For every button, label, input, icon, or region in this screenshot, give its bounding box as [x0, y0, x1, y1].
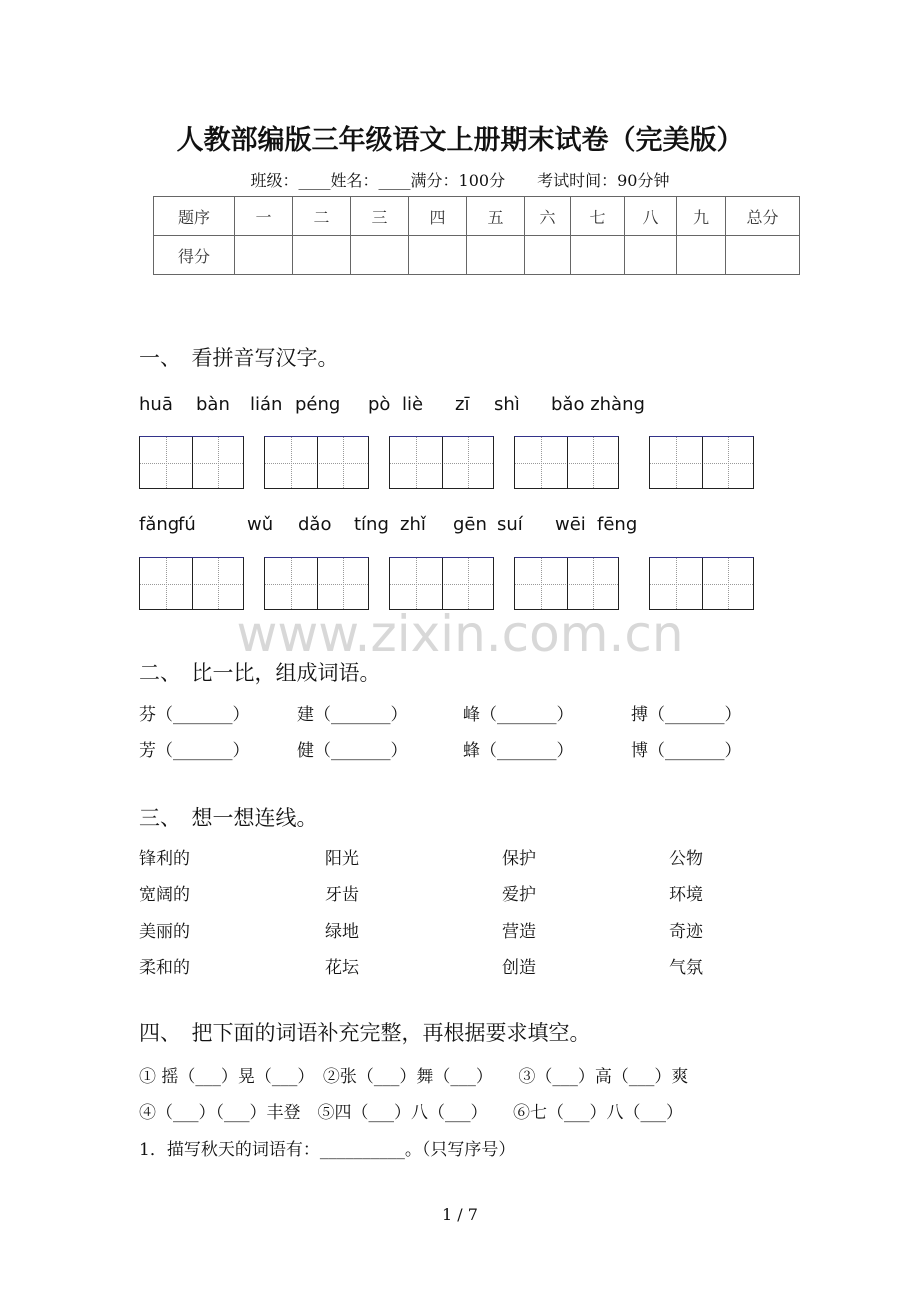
pinyin: fú: [178, 514, 196, 535]
question-1: 1．描写秋天的词语有：__________。（只写序号）: [139, 1140, 516, 1160]
compare-item: 蜂（_______）: [463, 741, 574, 761]
match-word: 爱护: [502, 885, 536, 905]
grid-line: [442, 558, 443, 609]
score-header-cell: 七: [571, 197, 625, 236]
compare-item: 健（_______）: [297, 741, 408, 761]
grid-line: [541, 437, 542, 488]
match-word: 柔和的: [139, 958, 190, 978]
grid-line: [468, 437, 469, 488]
pinyin: zhǐ: [400, 514, 426, 535]
grid-line: [468, 558, 469, 609]
tianzige-grid: [139, 557, 244, 610]
pinyin: bǎo zhàng: [551, 394, 645, 415]
grid-line: [593, 437, 594, 488]
compare-item: 博（_______）: [631, 741, 742, 761]
grid-line: [317, 437, 318, 488]
score-header-cell: 二: [293, 197, 351, 236]
match-word: 宽阔的: [139, 885, 190, 905]
tianzige-grid: [139, 436, 244, 489]
match-word: 创造: [502, 958, 536, 978]
score-cell: [677, 236, 726, 275]
grid-line: [676, 558, 677, 609]
score-cell: [525, 236, 571, 275]
grid-line: [166, 558, 167, 609]
grid-line: [702, 437, 703, 488]
pinyin: tíng: [354, 514, 389, 535]
section3-heading: 三、 想一想连线。: [139, 806, 318, 830]
section1-heading: 一、 看拼音写汉字。: [139, 346, 339, 370]
score-cell: [293, 236, 351, 275]
compare-item: 建（_______）: [297, 705, 408, 725]
tianzige-grid: [264, 436, 369, 489]
score-header-cell: 六: [525, 197, 571, 236]
score-header-row: [154, 197, 800, 236]
page-number: 1 / 7: [442, 1205, 478, 1224]
score-cell: [467, 236, 525, 275]
grid-line: [702, 558, 703, 609]
grid-line: [416, 437, 417, 488]
match-word: 奇迹: [669, 922, 703, 942]
tianzige-grid: [514, 436, 619, 489]
match-word: 牙齿: [325, 885, 359, 905]
score-header-cell: 三: [351, 197, 409, 236]
tianzige-grid: [514, 557, 619, 610]
match-word: 气氛: [669, 958, 703, 978]
grid-line: [416, 558, 417, 609]
pinyin: gēn: [453, 514, 487, 535]
fill-line-2: ④（___）（___）丰登 ⑤四（___）八（___） ⑥七（___）八（___）: [139, 1103, 683, 1123]
grid-line: [442, 437, 443, 488]
grid-line: [291, 558, 292, 609]
pinyin: fǎng: [139, 514, 180, 535]
pinyin: bàn: [196, 394, 230, 415]
grid-line: [567, 558, 568, 609]
score-cell: [235, 236, 293, 275]
match-word: 公物: [669, 849, 703, 869]
score-header-cell: 题序: [154, 197, 235, 236]
pinyin: fēng: [597, 514, 638, 535]
pinyin: huā: [139, 394, 173, 415]
grid-line: [728, 437, 729, 488]
fill-line-1: ① 摇（___）晃（___） ②张（___）舞（___） ③（___）高（___）爽: [139, 1067, 689, 1087]
section2-heading: 二、 比一比，组成词语。: [139, 661, 381, 685]
score-header-cell: 四: [409, 197, 467, 236]
compare-item: 芬（_______）: [139, 705, 250, 725]
score-header-cell: 九: [677, 197, 726, 236]
pinyin: wǔ: [247, 514, 274, 535]
match-word: 阳光: [325, 849, 359, 869]
pinyin: pò: [368, 394, 391, 415]
pinyin: péng: [295, 394, 341, 415]
score-cell: [726, 236, 800, 275]
grid-line: [192, 437, 193, 488]
tianzige-grid: [649, 557, 754, 610]
score-row-label: 得分: [154, 236, 235, 275]
grid-line: [728, 558, 729, 609]
score-header-cell: 总分: [726, 197, 800, 236]
grid-line: [291, 437, 292, 488]
watermark: www.zixin.com.cn: [236, 605, 684, 663]
tianzige-grid: [649, 436, 754, 489]
grid-line: [317, 558, 318, 609]
match-word: 保护: [502, 849, 536, 869]
match-word: 环境: [669, 885, 703, 905]
pinyin: zī: [455, 394, 470, 415]
match-word: 绿地: [325, 922, 359, 942]
score-header-cell: 一: [235, 197, 293, 236]
score-cell: [625, 236, 677, 275]
pinyin: dǎo: [298, 514, 332, 535]
grid-line: [541, 558, 542, 609]
match-word: 花坛: [325, 958, 359, 978]
pinyin: shì: [494, 394, 520, 415]
grid-line: [218, 558, 219, 609]
grid-line: [166, 437, 167, 488]
grid-line: [343, 558, 344, 609]
score-table: [153, 196, 800, 275]
tianzige-grid: [264, 557, 369, 610]
compare-item: 芳（_______）: [139, 741, 250, 761]
score-header-cell: 五: [467, 197, 525, 236]
grid-line: [192, 558, 193, 609]
grid-line: [593, 558, 594, 609]
score-header-cell: 八: [625, 197, 677, 236]
score-row: [154, 236, 800, 275]
score-cell: [571, 236, 625, 275]
compare-item: 峰（_______）: [463, 705, 574, 725]
grid-line: [218, 437, 219, 488]
page-title: 人教部编版三年级语文上册期末试卷（完美版）: [176, 125, 744, 156]
pinyin: wēi: [555, 514, 586, 535]
match-word: 营造: [502, 922, 536, 942]
score-cell: [409, 236, 467, 275]
match-word: 美丽的: [139, 922, 190, 942]
score-cell: [351, 236, 409, 275]
tianzige-grid: [389, 436, 494, 489]
pinyin: liè: [402, 394, 424, 415]
student-info: 班级：____姓名：____满分：100分 考试时间：90分钟: [250, 171, 670, 190]
tianzige-grid: [389, 557, 494, 610]
compare-item: 搏（_______）: [631, 705, 742, 725]
pinyin: lián: [250, 394, 283, 415]
grid-line: [343, 437, 344, 488]
pinyin: suí: [497, 514, 523, 535]
grid-line: [676, 437, 677, 488]
grid-line: [567, 437, 568, 488]
match-word: 锋利的: [139, 849, 190, 869]
section4-heading: 四、 把下面的词语补充完整，再根据要求填空。: [139, 1021, 591, 1045]
